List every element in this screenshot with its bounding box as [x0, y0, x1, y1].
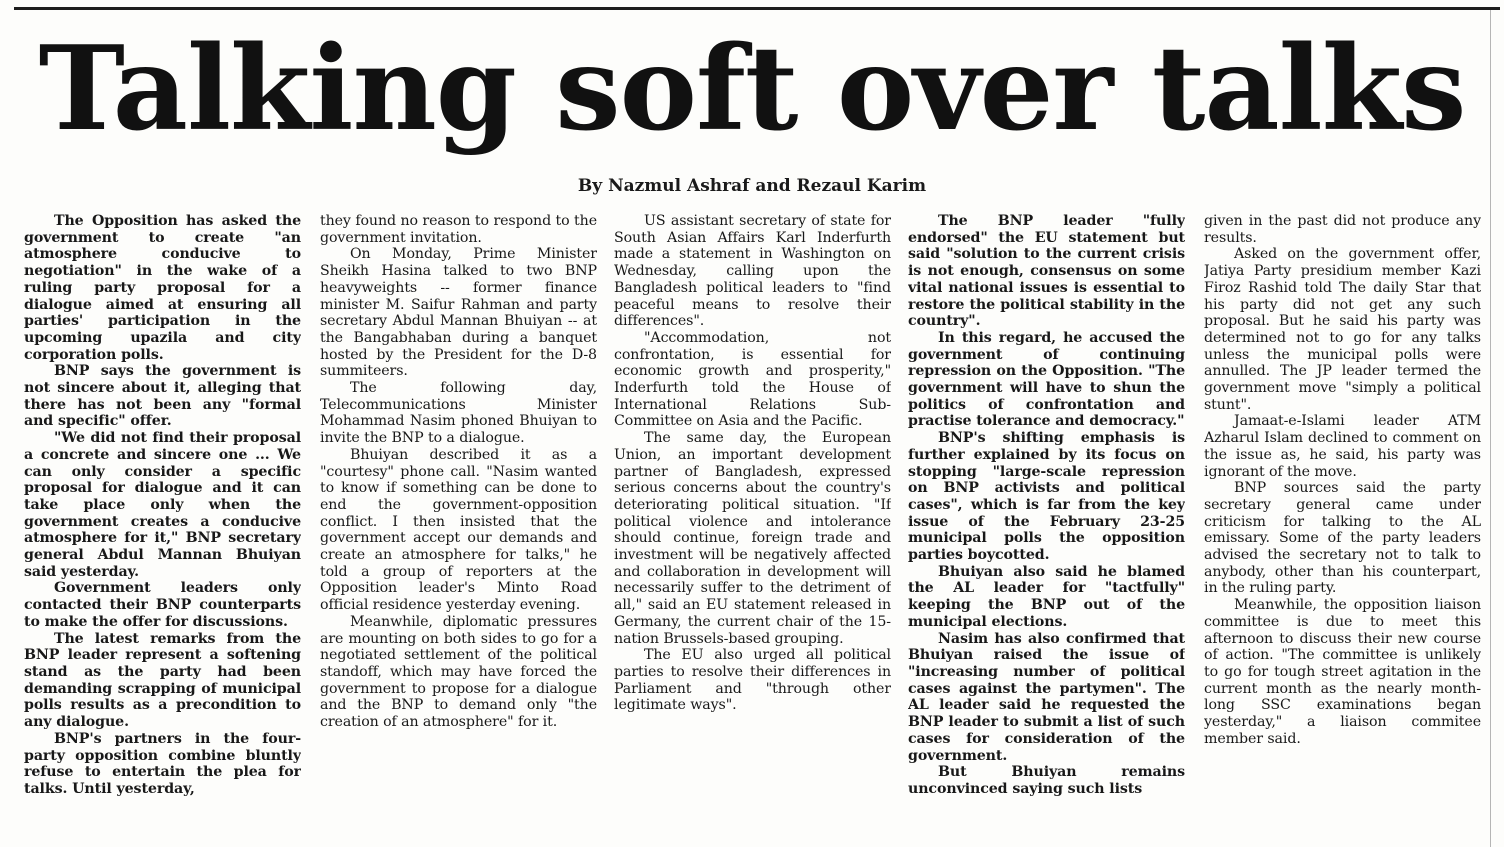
paragraph: The EU also urged all political parties to resolve their differences in Parliament and "through other legitimate ways". — [614, 647, 891, 714]
paragraph: Bhuiyan described it as a "courtesy" phone call. "Nasim wanted to know if something can be done to end the government-opposition conflict. I then insisted that the government accept our demands and create an atmosphere for talks," he told a group of reporters at the Opposition leader's Minto Road official residence yesterday evening. — [320, 446, 597, 614]
paragraph: Meanwhile, diplomatic pressures are mounting on both sides to go for a negotiated settlement of the political standoff, which may have forced the government to propose for a dialogue and the BNP to demand only "the creation of an atmosphere" for it. — [320, 613, 597, 731]
paragraph: The BNP leader "fully endorsed" the EU statement but said "solution to the current crisis is not enough, consensus on some vital national issues is essential to restore the political stability in the country". — [908, 213, 1185, 330]
paragraph: Jamaat-e-Islami leader ATM Azharul Islam declined to comment on the issue as, he said, his party was ignorant of the move. — [1204, 413, 1481, 480]
byline: By Nazmul Ashraf and Rezaul Karim — [577, 176, 927, 196]
paragraph: BNP says the government is not sincere about it, alleging that there has not been any "formal and specific" offer. — [24, 363, 301, 430]
headline: Talking soft over talks — [38, 21, 1466, 157]
paragraph: The same day, the European Union, an important development partner of Bangladesh, expressed serious concerns about the country's deteriorating political situation. "If political violence and intolerance should continue, foreign trade and investment will be negatively affected and collaboration in development will necessarily suffer to the detriment of all," said an EU statement released in Germany, the current chair of the 15-nation Brussels-based grouping. — [614, 430, 891, 647]
paragraph: Government leaders only contacted their BNP counterparts to make the offer for discussions. — [24, 580, 301, 630]
paragraph: BNP's partners in the four-party opposition combine bluntly refuse to entertain the plea for talks. Until yesterday, — [24, 730, 301, 797]
article-column-2 — [320, 213, 597, 841]
article-column-4 — [908, 213, 1185, 841]
paragraph: BNP's shifting emphasis is further explained by its focus on stopping "large-scale repression on BNP activists and political cases", which is far from the key issue of the February 23-25 municipal polls the opposition parties boycotted. — [908, 430, 1185, 564]
paragraph: US assistant secretary of state for South Asian Affairs Karl Inderfurth made a statement in Washington on Wednesday, calling upon the Bangladesh political leaders to "find peaceful means to resolve their differences". — [614, 213, 891, 330]
article-column-3 — [614, 213, 891, 841]
paragraph: given in the past did not produce any results. — [1204, 213, 1481, 246]
paragraph: In this regard, he accused the government of continuing repression on the Opposition. "The government will have to shun the politics of confrontation and practise tolerance and democracy." — [908, 329, 1185, 430]
article-column-1 — [24, 213, 301, 841]
paragraph: But Bhuiyan remains unconvinced saying such lists — [908, 764, 1185, 797]
paragraph: The latest remarks from the BNP leader represent a softening stand as the party had been demanding scrapping of municipal polls results as a precondition to any dialogue. — [24, 630, 301, 731]
paragraph: The Opposition has asked the government to create "an atmosphere conducive to negotiation" in the wake of a ruling party proposal for a dialogue aimed at ensuring all parties' participation in the upcoming upazila and city corporation polls. — [24, 213, 301, 363]
paragraph: they found no reason to respond to the government invitation. — [320, 213, 597, 246]
paragraph: "Accommodation, not confrontation, is essential for economic growth and prosperity," Inderfurth told the House of International Relations Sub-Committee on Asia and the Pacific. — [614, 329, 891, 430]
paragraph: The following day, Telecommunications Minister Mohammad Nasim phoned Bhuiyan to invite the BNP to a dialogue. — [320, 380, 597, 447]
paragraph: Asked on the government offer, Jatiya Party presidium member Kazi Firoz Rashid told The daily Star that his party did not get any such proposal. But he said his party was determined not to go for any talks unless the municipal polls were annulled. The JP leader termed the government move "simply a political stunt". — [1204, 246, 1481, 413]
article-column-5 — [1204, 213, 1481, 841]
paragraph: Meanwhile, the opposition liaison committee is due to meet this afternoon to discuss their new course of action. "The committee is unlikely to go for tough street agitation in the current month as the nearly month-long SSC examinations began yesterday," a liaison commitee member said. — [1204, 597, 1481, 747]
top-rule — [14, 7, 1500, 10]
paragraph: BNP sources said the party secretary general came under criticism for talking to the AL emissary. Some of the party leaders advised the secretary not to talk to anybody, other than his counterpart, in the ruling party. — [1204, 480, 1481, 597]
paragraph: On Monday, Prime Minister Sheikh Hasina talked to two BNP heavyweights -- former finance minister M. Saifur Rahman and party secretary Abdul Mannan Bhuiyan -- at the Bangabhaban during a banquet hosted by the President for the D-8 summiteers. — [320, 246, 597, 380]
paragraph: Nasim has also confirmed that Bhuiyan raised the issue of "increasing number of political cases against the partymen". The AL leader said he requested the BNP leader to submit a list of such cases for consideration of the government. — [908, 630, 1185, 764]
paragraph: "We did not find their proposal a concrete and sincere one ... We can only consider a specific proposal for dialogue and it can take place only when the government creates a conducive atmosphere for it," BNP secretary general Abdul Mannan Bhuiyan said yesterday. — [24, 430, 301, 580]
paragraph: Bhuiyan also said he blamed the AL leader for "tactfully" keeping the BNP out of the municipal elections. — [908, 563, 1185, 630]
